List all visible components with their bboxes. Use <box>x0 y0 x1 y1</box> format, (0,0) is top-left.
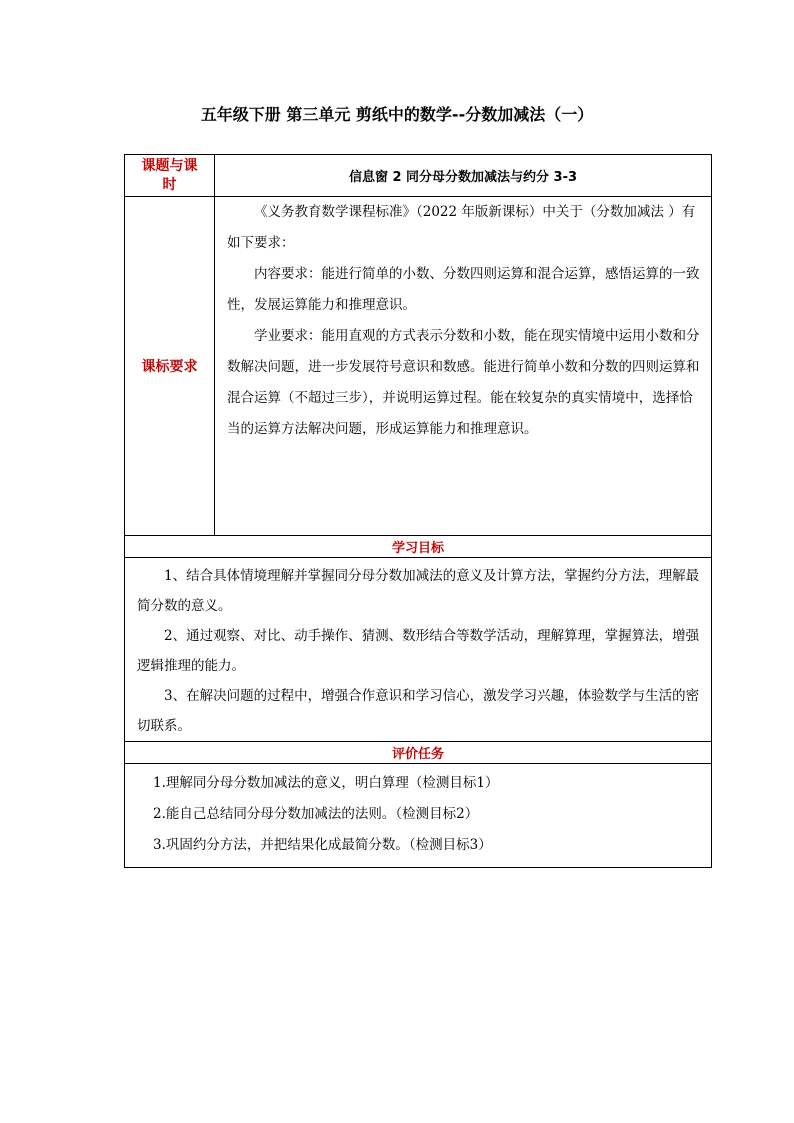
lesson-content: 信息窗 2 同分母分数加减法与约分 3-3 <box>348 170 578 185</box>
task-item: 3.巩固约分方法，并把结果化成最简分数。（检测目标3） <box>153 837 492 853</box>
lesson-label-line1: 课题与课 <box>141 158 198 174</box>
standards-row <box>125 197 712 536</box>
goals-content-cell <box>125 558 712 742</box>
goal-item: 2、通过观察、对比、动手操作、猜测、数形结合等数学活动，理解算理，掌握算法，增强逻辑推理的能力。 <box>137 628 700 674</box>
goals-heading: 学习目标 <box>391 541 444 556</box>
standards-label-cell <box>125 197 215 536</box>
lesson-content-cell <box>215 155 712 197</box>
goal-item: 1、结合具体情境理解并掌握同分母分数加减法的意义及计算方法，掌握约分方法，理解最简分数的意义。 <box>137 568 700 614</box>
goals-heading-row <box>125 536 712 558</box>
standards-content-cell <box>215 197 712 536</box>
lesson-row <box>125 155 712 197</box>
tasks-heading-row <box>125 742 712 764</box>
standards-label: 课标要求 <box>141 359 198 375</box>
goals-row <box>125 558 712 742</box>
lesson-label-cell <box>125 155 215 197</box>
lesson-plan-table <box>124 154 712 868</box>
task-item: 2.能自己总结同分母分数加减法的法则。（检测目标2） <box>153 806 479 822</box>
goal-item: 3、在解决问题的过程中，增强合作意识和学习信心，激发学习兴趣，体验数学与生活的密切联系。 <box>137 688 700 734</box>
tasks-row <box>125 764 712 868</box>
standards-paragraph: 学业要求：能用直观的方式表示分数和小数，能在现实情境中运用小数和分数解决问题，进一步发展符号意识和数感。能进行简单小数和分数的四则运算和混合运算（不超过三步），并说明运算过程。能在较复杂的真实情境中，选择恰当的运算方法解决问题，形成运算能力和推理意识。 <box>227 328 700 437</box>
standards-paragraph: 《义务教育数学课程标准》（2022 年版新课标）中关于（分数加减法 ）有如下要求： <box>227 204 696 251</box>
tasks-heading-cell <box>125 742 712 764</box>
tasks-content-cell <box>125 764 712 868</box>
standards-paragraph: 内容要求：能进行简单的小数、分数四则运算和混合运算，感悟运算的一致性，发展运算能力和推理意识。 <box>227 266 700 313</box>
task-item: 1.理解同分母分数加减法的意义，明白算理（检测目标1） <box>153 775 499 791</box>
tasks-heading: 评价任务 <box>391 747 444 762</box>
document-title: 五年级下册 第三单元 剪纸中的数学--分数加减法（一） <box>200 105 594 124</box>
lesson-label-line2: 时 <box>162 177 177 193</box>
goals-heading-cell <box>125 536 712 558</box>
